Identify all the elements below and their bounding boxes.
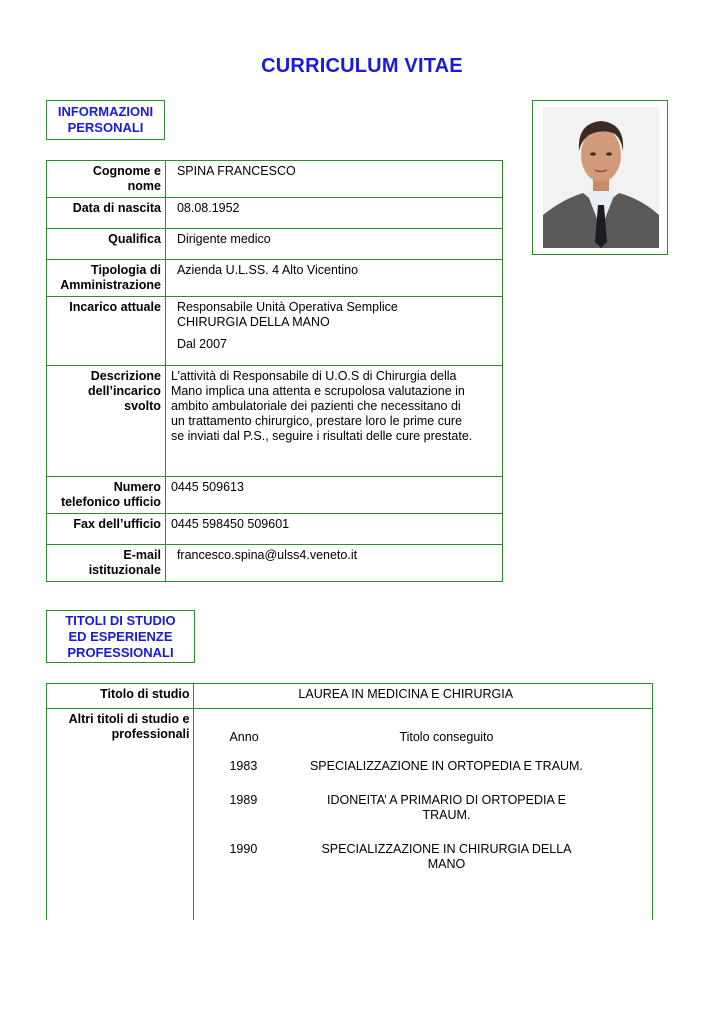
table-row (47, 514, 503, 545)
field-value: 08.08.1952 (165, 198, 502, 229)
field-label: Incarico attuale (47, 297, 166, 366)
list-item: 1989 IDONEITA’ A PRIMARIO DI ORTOPEDIA E TRAUM. (229, 793, 566, 822)
personal-info-table (46, 160, 503, 582)
field-label: Cognome e nome (47, 161, 166, 198)
field-label: E-mail istituzionale (47, 545, 166, 582)
field-label: Tipologia di Amministrazione (47, 260, 166, 297)
field-label: Titolo di studio (47, 684, 194, 709)
photo-frame (532, 100, 668, 255)
section-header-line: ED ESPERIENZE (68, 628, 173, 644)
field-label: Fax dell’ufficio (47, 514, 166, 545)
table-row (47, 477, 503, 514)
table-row (47, 260, 503, 297)
field-value: L’attività di Responsabile di U.O.S di Chirurgia della Mano implica una attenta e scrupolosa valutazione in ambito ambulatoriale dei pazienti che necessitano di un trattamento chirurgico, prestare loro le prime cure se inviati dal P.S., seguire i risultati delle cure prestate. (165, 366, 502, 477)
field-label: Descrizione dell’incarico svolto (47, 366, 166, 477)
section-header-line: PROFESSIONALI (67, 644, 174, 660)
field-value: 0445 598450 509601 (165, 514, 502, 545)
field-label: Data di nascita (47, 198, 166, 229)
column-header-anno: Anno (229, 730, 259, 744)
field-label: Altri titoli di studio e professionali (47, 709, 194, 920)
field-label: Qualifica (47, 229, 166, 260)
table-row (47, 366, 503, 477)
table-row (47, 161, 503, 198)
list-item: 1990 SPECIALIZZAZIONE IN CHIRURGIA DELLA MANO (229, 842, 572, 871)
field-label: Numero telefonico ufficio (47, 477, 166, 514)
section-header-line: INFORMAZIONI (57, 104, 154, 119)
field-value: 0445 509613 (165, 477, 502, 514)
field-value: Responsabile Unità Operativa Semplice CHIRURGIA DELLA MANO Dal 2007 (165, 297, 502, 366)
table-row (47, 545, 503, 582)
field-value (194, 709, 653, 920)
field-value: Dirigente medico (165, 229, 502, 260)
field-value: SPINA FRANCESCO (165, 161, 502, 198)
column-header-titolo: Titolo conseguito (399, 730, 494, 744)
email-link[interactable]: francesco.spina@ulss4.veneto.it (165, 545, 502, 582)
sub-table-header (199, 730, 647, 745)
table-row (47, 684, 653, 709)
page-title: CURRICULUM VITAE (261, 55, 463, 77)
section-header-line: PERSONALI (67, 120, 144, 135)
section-header-studies (46, 610, 195, 663)
portrait-photo (543, 107, 659, 248)
table-row (47, 709, 653, 920)
table-row (47, 297, 503, 366)
table-row (47, 229, 503, 260)
list-item: 1983 SPECIALIZZAZIONE IN ORTOPEDIA E TRAUM. (229, 759, 583, 773)
table-row (47, 198, 503, 229)
field-value: LAUREA IN MEDICINA E CHIRURGIA (194, 684, 653, 709)
studies-table (46, 683, 653, 920)
field-value: Azienda U.L.SS. 4 Alto Vicentino (165, 260, 502, 297)
section-header-personal (46, 100, 165, 140)
section-header-line: TITOLI DI STUDIO (65, 612, 176, 628)
